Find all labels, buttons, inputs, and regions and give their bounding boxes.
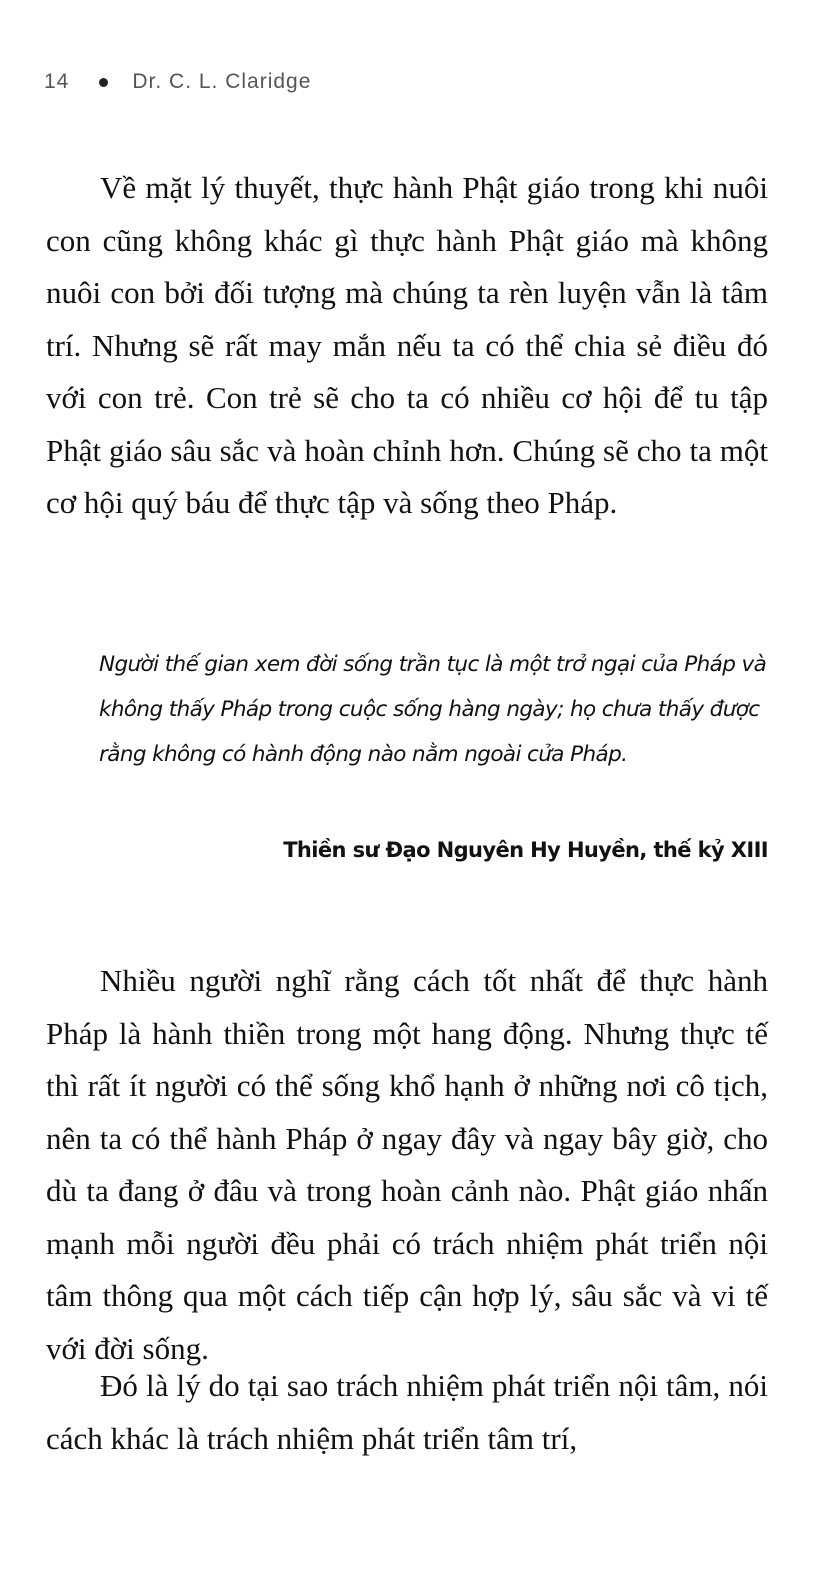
bullet-separator	[99, 78, 108, 87]
body-paragraph-1: Về mặt lý thuyết, thực hành Phật giáo trong khi nuôi con cũng không khác gì thực hành Phật giáo mà không nuôi con bởi đối tượng mà chúng ta rèn luyện vẫn là tâm trí. Nhưng sẽ rất may mắn nếu ta có thể chia sẻ điều đó với con trẻ. Con trẻ sẽ cho ta có nhiều cơ hội để tu tập Phật giáo sâu sắc và hoàn chỉnh hơn. Chúng sẽ cho ta một cơ hội quý báu để thực tập và sống theo Pháp.	[46, 170, 768, 520]
quote-attribution: Thiền sư Đạo Nguyên Hy Huyền, thế kỷ XIII	[283, 838, 768, 862]
running-header	[44, 70, 311, 94]
body-paragraph-2: Nhiều người nghĩ rằng cách tốt nhất để thực hành Pháp là hành thiền trong một hang động. Nhưng thực tế thì rất ít người có thể sống khổ hạnh ở những nơi cô tịch, nên ta có thể hành Pháp ở ngay đây và ngay bây giờ, cho dù ta đang ở đâu và trong hoàn cảnh nào. Phật giáo nhấn mạnh mỗi người đều phải có trách nhiệm phát triển nội tâm thông qua một cách tiếp cận hợp lý, sâu sắc và vi tế với đời sống.	[46, 963, 768, 1366]
author-name: Dr. C. L. Claridge	[132, 70, 312, 93]
block-quote: Người thế gian xem đời sống trần tục là một trở ngại của Pháp và không thấy Pháp trong cuộc sống hàng ngày; họ chưa thấy được rằng không có hành động nào nằm ngoài cửa Pháp.	[99, 652, 767, 767]
body-paragraph-3: Đó là lý do tại sao trách nhiệm phát triển nội tâm, nói cách khác là trách nhiệm phát triển tâm trí,	[46, 1368, 768, 1456]
page-number: 14	[44, 70, 70, 93]
